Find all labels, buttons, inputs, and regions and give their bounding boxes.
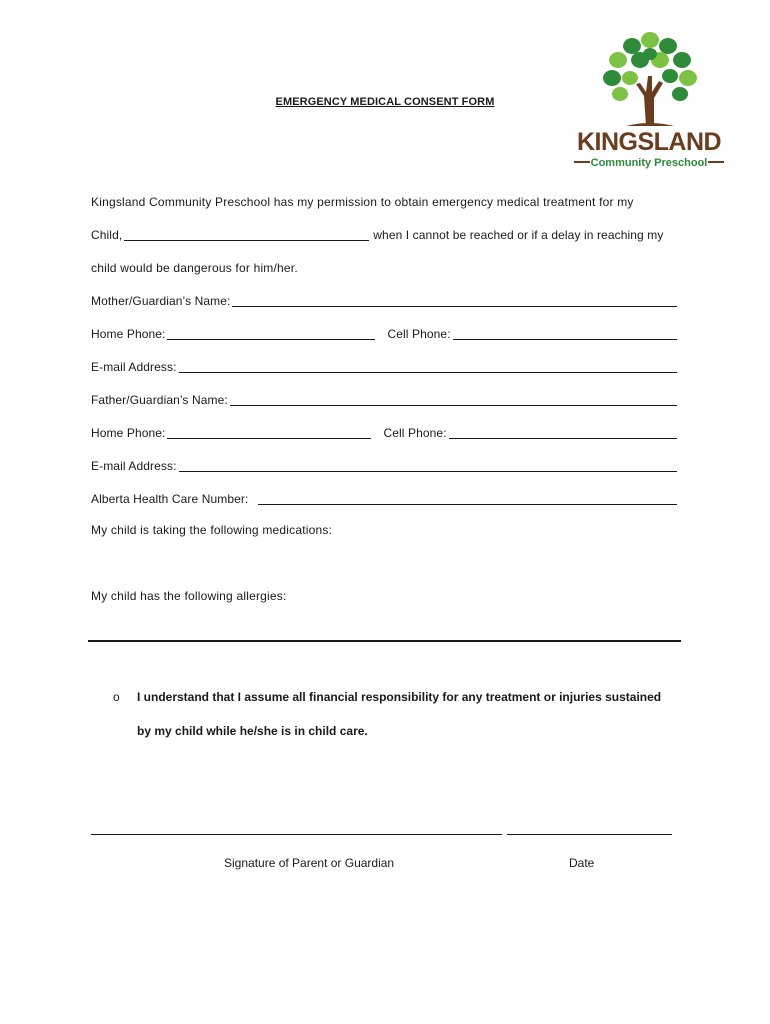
date-field[interactable] (507, 834, 672, 835)
email-row-2 (91, 457, 681, 473)
acknowledgement-line-2: by my child while he/she is in child care. (137, 724, 368, 738)
acknowledgement-line-1: I understand that I assume all financial responsibility for any treatment or injuries sustained (137, 690, 662, 704)
acknowledgement-checkbox[interactable]: o (113, 690, 120, 704)
father-name-field[interactable] (230, 393, 677, 406)
logo-wordmark: KINGSLAND (576, 128, 722, 156)
email-field-2[interactable] (179, 459, 677, 472)
cell-phone-label-2: Cell Phone: (383, 426, 447, 440)
home-phone-label-2: Home Phone: (91, 426, 166, 440)
father-name-label: Father/Guardian’s Name: (91, 393, 228, 407)
child-name-field[interactable] (124, 228, 369, 241)
allergies-label: My child has the following allergies: (91, 589, 287, 603)
home-phone-field-2[interactable] (167, 426, 371, 439)
intro-line-3: child would be dangerous for him/her. (91, 261, 298, 275)
allergies-rule (88, 640, 681, 642)
phone-row-2 (91, 424, 681, 440)
mother-name-field[interactable] (232, 294, 677, 307)
email-label-1: E-mail Address: (91, 360, 177, 374)
form-title: EMERGENCY MEDICAL CONSENT FORM (275, 96, 495, 108)
date-caption: Date (569, 856, 595, 870)
email-field-1[interactable] (179, 360, 677, 373)
cell-phone-field-2[interactable] (449, 426, 677, 439)
home-phone-field-1[interactable] (167, 327, 375, 340)
email-label-2: E-mail Address: (91, 459, 177, 473)
phone-row-1 (91, 325, 681, 341)
signature-caption: Signature of Parent or Guardian (224, 856, 395, 870)
email-row-1 (91, 358, 681, 374)
child-label: Child, (91, 228, 123, 242)
health-card-field[interactable] (258, 492, 677, 505)
mother-name-row (91, 292, 681, 308)
signature-field[interactable] (91, 834, 502, 835)
child-name-row (91, 226, 681, 242)
medications-label: My child is taking the following medications: (91, 523, 333, 537)
mother-name-label: Mother/Guardian’s Name: (91, 294, 231, 308)
health-card-row (91, 490, 681, 506)
cell-phone-field-1[interactable] (453, 327, 677, 340)
father-name-row (91, 391, 681, 407)
health-card-label: Alberta Health Care Number: (91, 492, 249, 506)
home-phone-label-1: Home Phone: (91, 327, 166, 341)
intro-line-1: Kingsland Community Preschool has my permission to obtain emergency medical treatment for my (91, 195, 634, 209)
logo-tagline: Community Preschool (590, 157, 708, 169)
intro-line-2-suffix: when I cannot be reached or if a delay in reaching my (373, 228, 664, 242)
tree-icon (603, 32, 697, 126)
cell-phone-label-1: Cell Phone: (387, 327, 451, 341)
